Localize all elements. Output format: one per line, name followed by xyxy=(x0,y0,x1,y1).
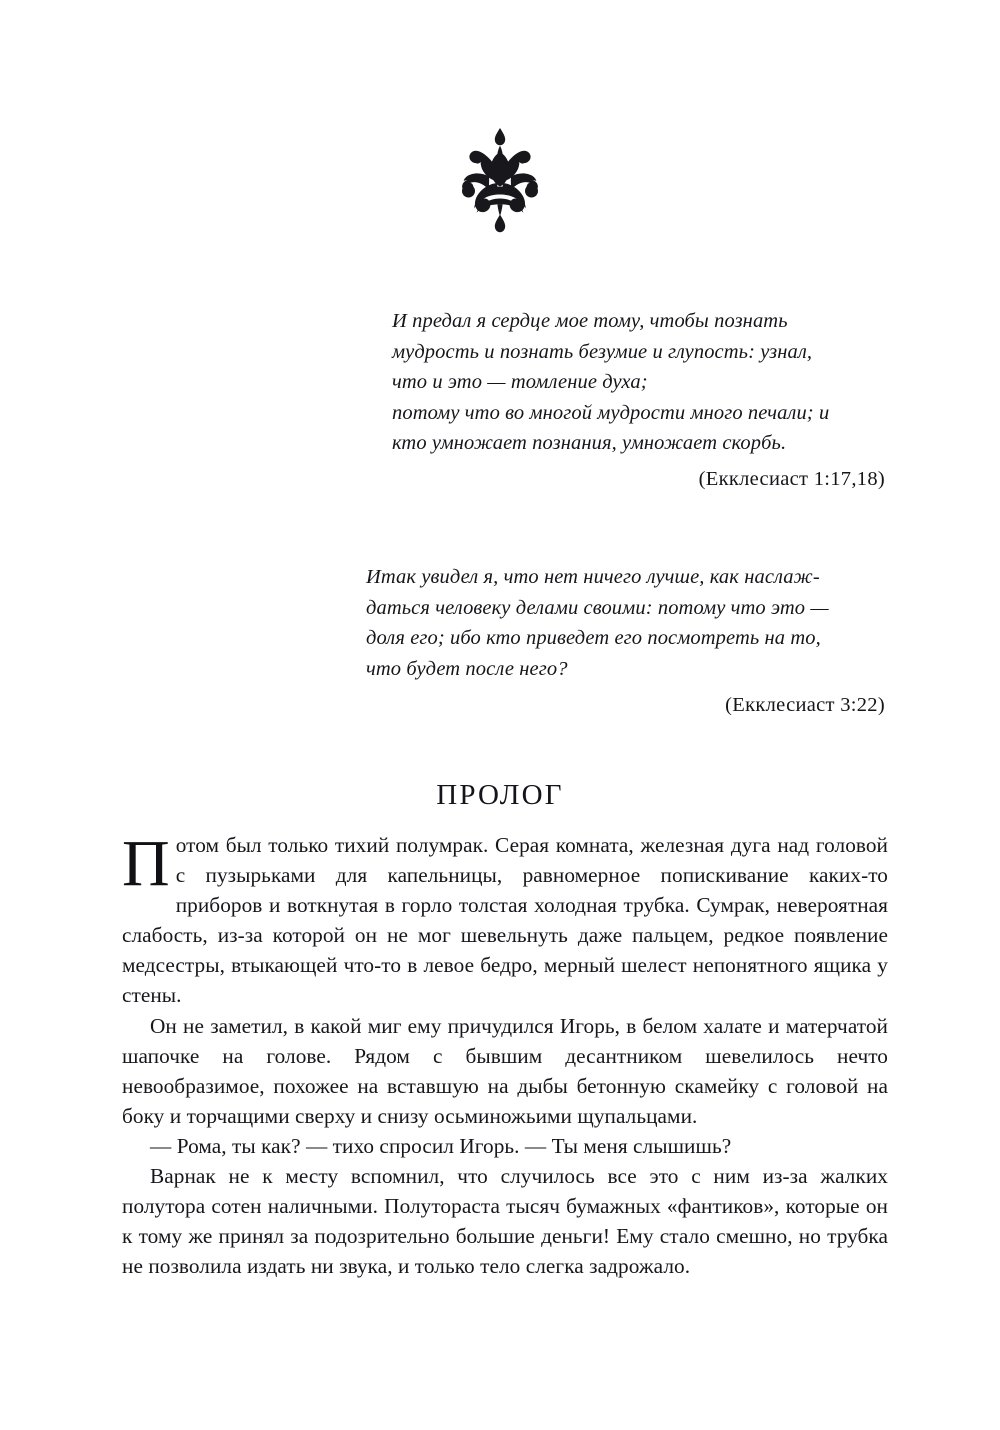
epigraph-line: мудрость и познать безумие и глупость: узнал, xyxy=(392,340,813,363)
epigraph-line: что и это — томление духа; xyxy=(392,371,648,394)
epigraph-line: И предал я сердце мое тому, чтобы познать xyxy=(392,310,788,332)
page-title: ПРОЛОГ xyxy=(436,779,564,811)
damask-fleuron-ornament xyxy=(442,126,558,234)
paragraph-text: отом был только тихий полумрак. Серая комната, железная дуга над головой с пузырьками для капельницы, равномерное попискивание каких-то приборов и воткнутая в горло толстая холодная трубка. Сумрак, невероятная слабость, из-за которой он не мог шевельнуть даже пальцем, редкое появление медсестры, втыкающей что-то в левое бедро, мерный шелест непонятного ящика у стены. xyxy=(122,833,888,1008)
epigraph-block-2 xyxy=(366,562,885,721)
epigraph-line: что будет после него? xyxy=(366,657,568,680)
epigraph-attribution: (Екклесиаст 3:22) xyxy=(725,694,885,717)
paragraph-2: Он не заметил, в какой миг ему причудился Игорь, в белом халате и матерчатой шапочке на голове. Рядом с бывшим десантником шевелилось нечто невообразимое, похожее на вставшую на дыбы бетонную скамейку с головой на боку и торчащими сверху и снизу осьминожьими щупальцами. xyxy=(122,1013,888,1128)
epigraph-line: доля его; ибо кто приведет его посмотреть на то, xyxy=(366,627,821,650)
drop-cap: П xyxy=(122,827,170,900)
paragraph-4: Варнак не к месту вспомнил, что случилось все это с ним из-за жалких полутора сотен наличными. Полутораста тысяч бумажных «фантиков», которые он к тому же принял за подозрительно большие деньги! Ему стало смешно, но трубка не позволила издать ни звука, и только тело слегка задрожало. xyxy=(122,1164,888,1279)
paragraph-1 xyxy=(122,827,888,1011)
epigraph-attribution: (Екклесиаст 1:17,18) xyxy=(698,467,885,490)
epigraph-line: потому что во многой мудрости много печали; и xyxy=(392,401,830,424)
epigraph-line: даться человеку делами своими: потому что это — xyxy=(366,596,829,619)
epigraph-line: Итак увидел я, что нет ничего лучше, как наслаж- xyxy=(366,566,820,588)
epigraph-line: кто умножает познания, умножает скорбь. xyxy=(392,432,787,455)
epigraph-block-1 xyxy=(392,306,885,495)
ornament-container xyxy=(0,126,1000,234)
body-text xyxy=(122,827,888,1281)
paragraph-3: — Рома, ты как? — тихо спросил Игорь. — Ты меня слышишь? xyxy=(150,1133,732,1158)
